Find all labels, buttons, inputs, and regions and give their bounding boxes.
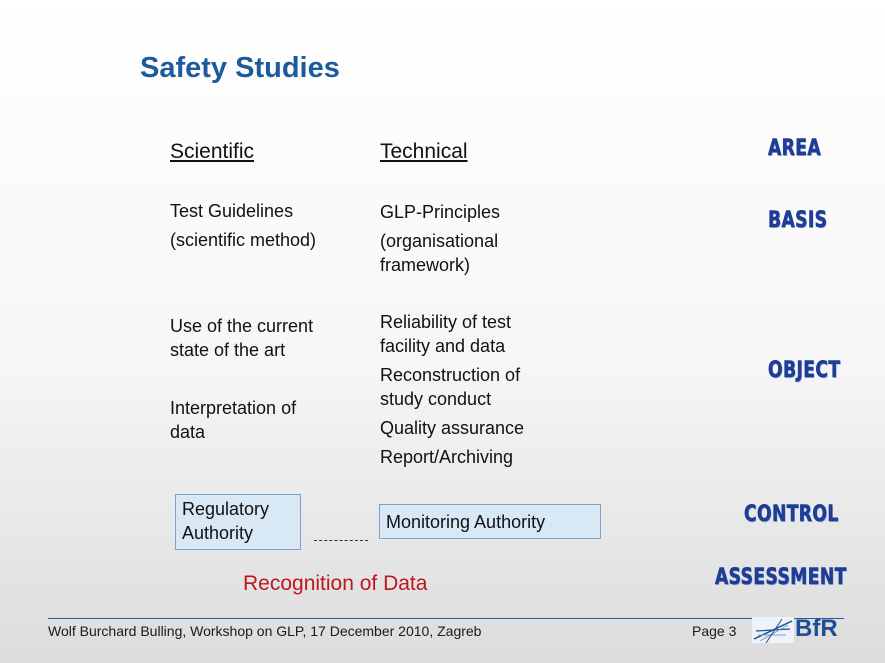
basis-scientific-line-1: Test Guidelines xyxy=(170,201,294,221)
tag-basis: BASIS xyxy=(768,208,828,233)
object-scientific-1-line-2: state of the art xyxy=(170,340,286,360)
column-header-technical: Technical xyxy=(380,140,468,163)
basis-technical xyxy=(380,200,500,277)
tag-assessment: ASSESSMENT xyxy=(715,565,847,590)
bfr-logo-text: BfR xyxy=(795,615,838,642)
object-technical-line-1: Reliability of test xyxy=(380,312,512,332)
object-scientific-1-line-1: Use of the current xyxy=(170,316,314,336)
basis-technical-line-3: framework) xyxy=(380,255,471,275)
connector-dash xyxy=(314,540,368,541)
bfr-logo-icon xyxy=(752,617,794,643)
page-title: Safety Studies xyxy=(140,52,340,84)
object-scientific-2 xyxy=(170,396,296,444)
regulatory-authority-line-2: Authority xyxy=(182,523,254,543)
object-scientific-2-line-2: data xyxy=(170,422,206,442)
object-technical xyxy=(380,310,524,469)
tag-area: AREA xyxy=(768,136,822,161)
tag-control: CONTROL xyxy=(744,502,839,527)
basis-scientific xyxy=(170,199,316,252)
tag-object: OBJECT xyxy=(768,358,841,383)
regulatory-authority-line-1: Regulatory xyxy=(182,499,270,519)
object-technical-line-6: Report/Archiving xyxy=(380,447,514,467)
object-technical-line-4: study conduct xyxy=(380,389,492,409)
regulatory-authority-box xyxy=(175,494,301,550)
recognition-of-data: Recognition of Data xyxy=(243,572,428,595)
object-scientific-2-line-1: Interpretation of xyxy=(170,398,297,418)
footer-divider xyxy=(48,618,844,619)
object-technical-line-2: facility and data xyxy=(380,336,506,356)
basis-technical-line-2: (organisational xyxy=(380,231,499,251)
footer-credit: Wolf Burchard Bulling, Workshop on GLP, 17 December 2010, Zagreb xyxy=(48,623,482,639)
basis-scientific-line-2: (scientific method) xyxy=(170,230,317,250)
object-technical-line-3: Reconstruction of xyxy=(380,365,521,385)
basis-technical-line-1: GLP-Principles xyxy=(380,202,501,222)
column-header-scientific: Scientific xyxy=(170,140,255,163)
object-scientific-1 xyxy=(170,314,313,362)
page-number: Page 3 xyxy=(692,623,737,639)
object-technical-line-5: Quality assurance xyxy=(380,418,525,438)
monitoring-authority-box: Monitoring Authority xyxy=(379,504,601,539)
